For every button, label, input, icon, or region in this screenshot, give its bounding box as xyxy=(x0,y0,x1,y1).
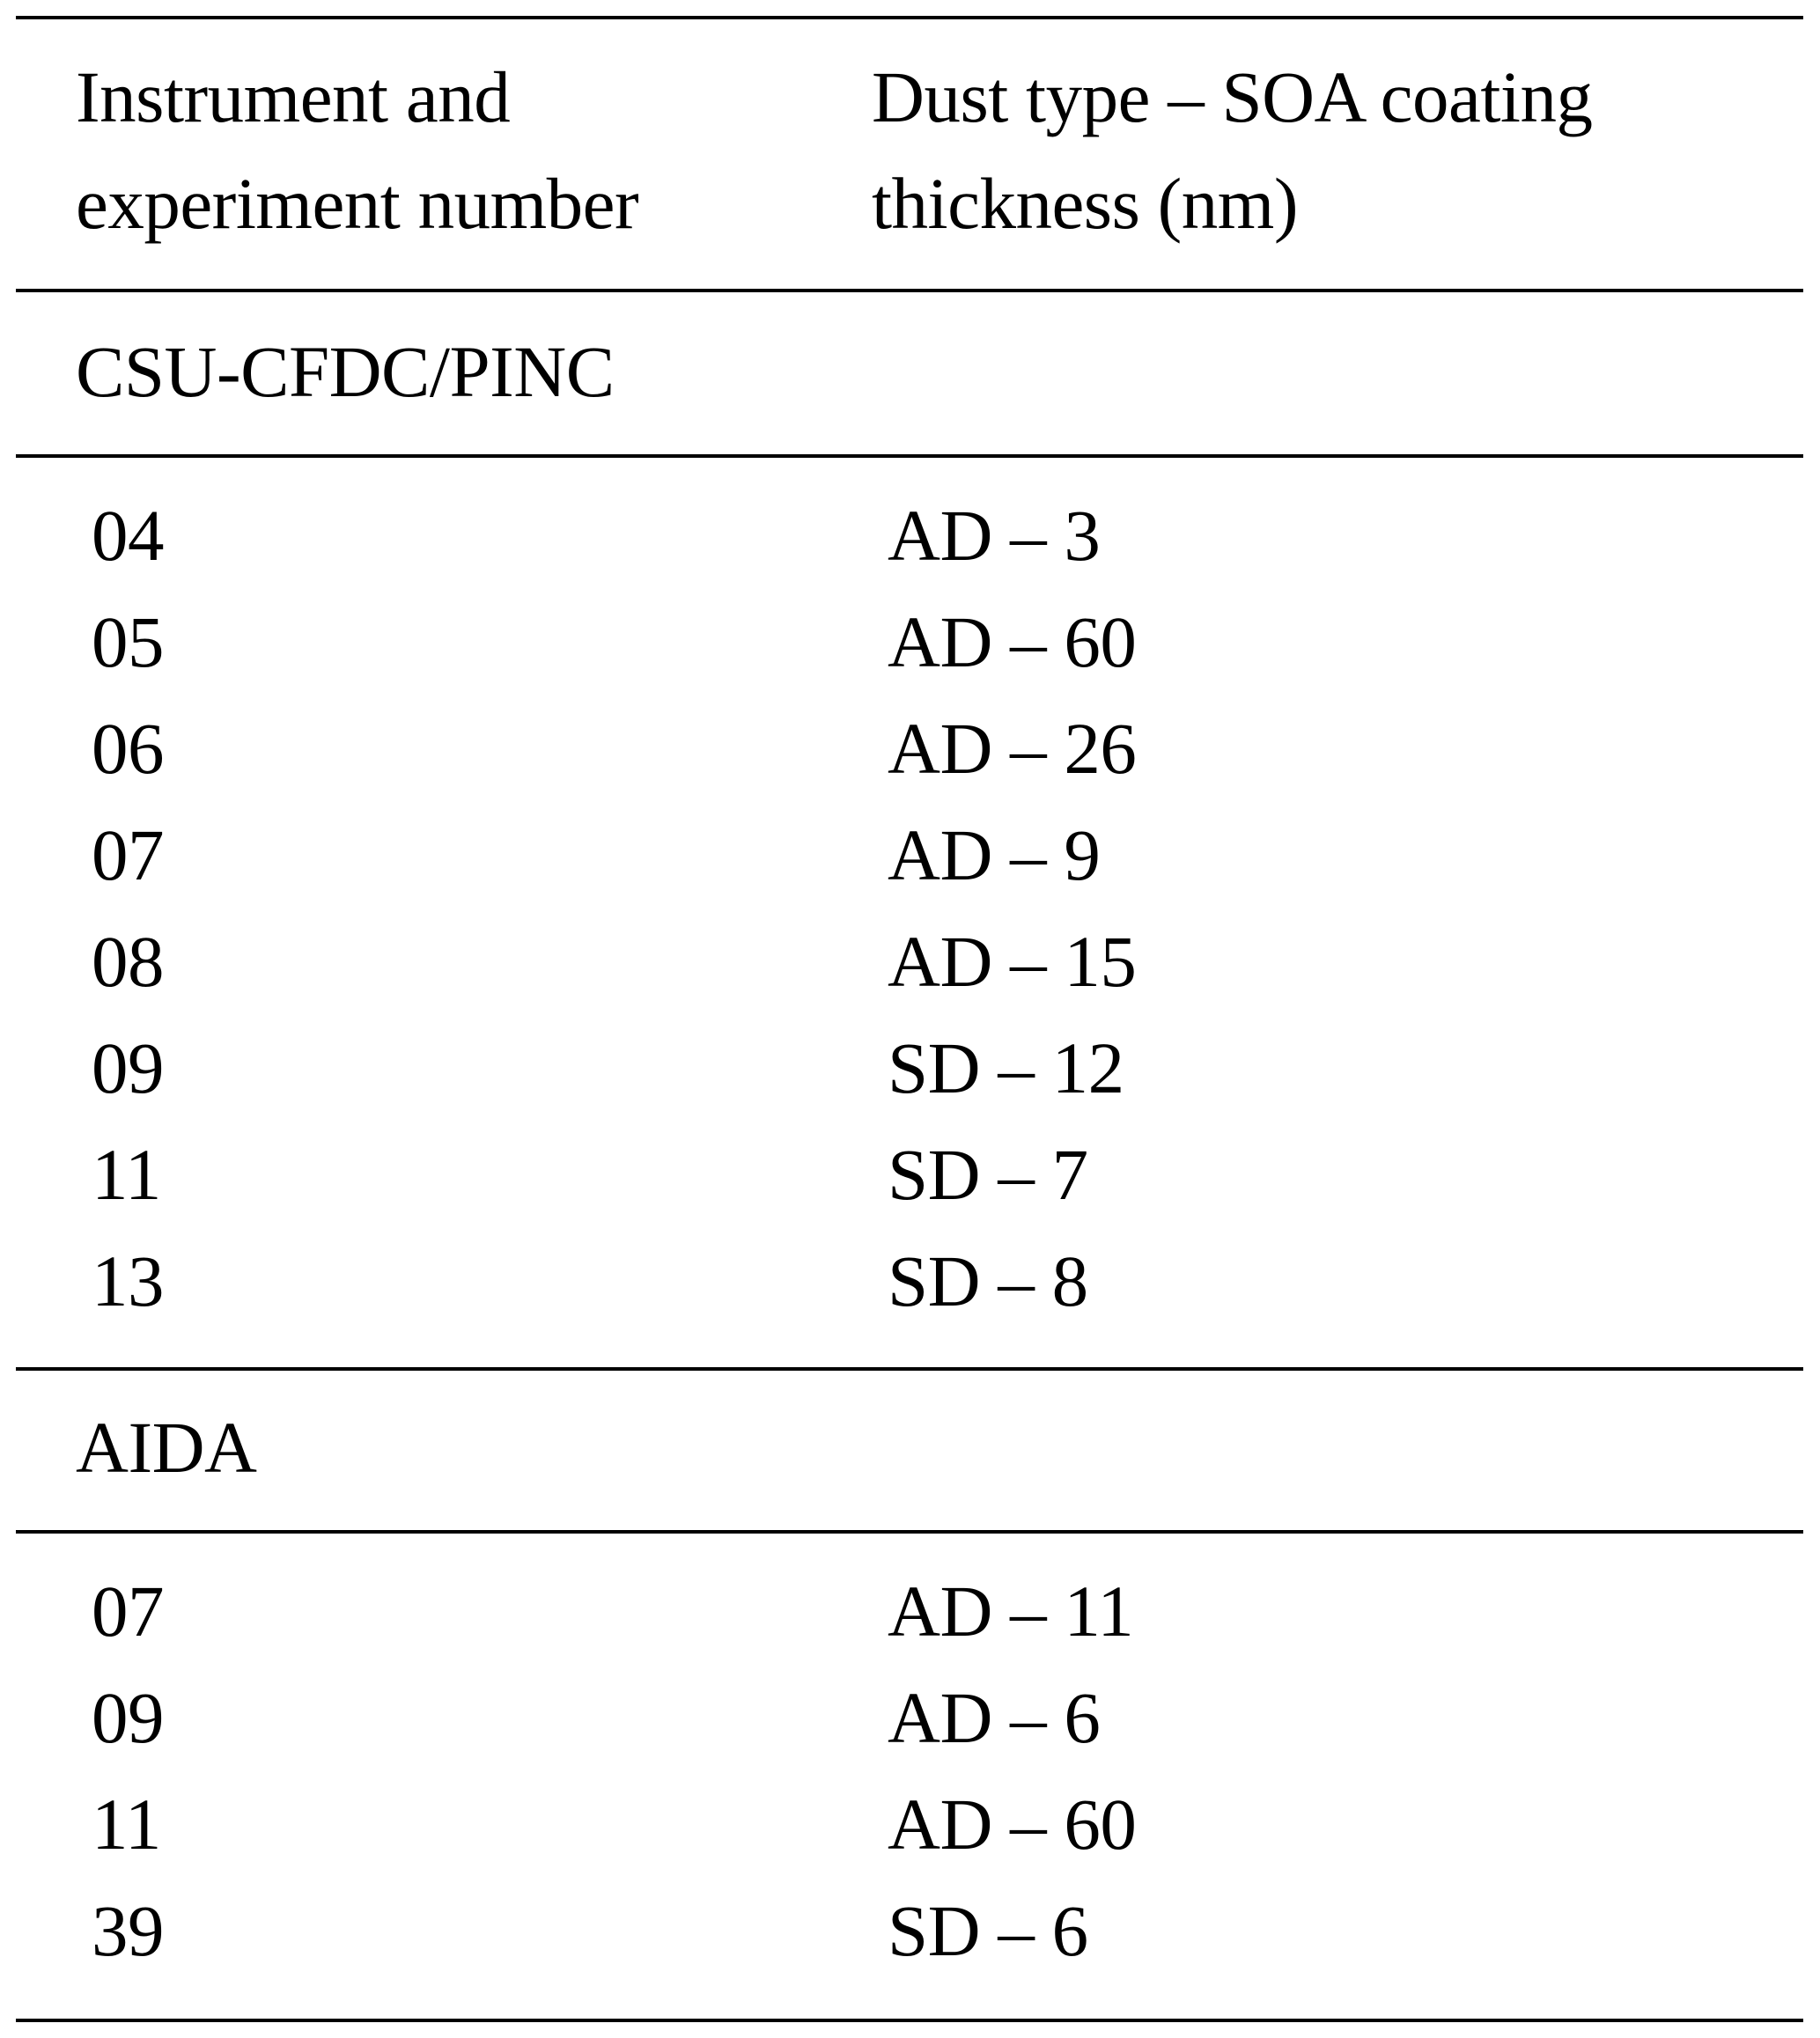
coating-thickness: AD – 9 xyxy=(888,814,1101,895)
experiment-number: 07 xyxy=(92,1571,164,1652)
coating-thickness: SD – 8 xyxy=(888,1240,1088,1321)
experiment-number: 39 xyxy=(92,1890,164,1971)
table-row xyxy=(16,1558,1803,1665)
table-row xyxy=(16,695,1803,802)
table-row xyxy=(16,909,1803,1015)
coating-thickness: AD – 11 xyxy=(888,1571,1134,1652)
coating-thickness: SD – 12 xyxy=(888,1027,1124,1108)
table-row xyxy=(16,1665,1803,1771)
experiment-number: 05 xyxy=(92,601,164,682)
experiment-number: 06 xyxy=(92,708,164,789)
coating-thickness: AD – 3 xyxy=(888,495,1101,576)
table-row xyxy=(16,1015,1803,1122)
section-title-aida: AIDA xyxy=(76,1407,257,1488)
coating-thickness: AD – 26 xyxy=(888,708,1137,789)
coating-thickness: SD – 6 xyxy=(888,1890,1088,1971)
coating-thickness: SD – 7 xyxy=(888,1134,1088,1215)
experiment-number: 09 xyxy=(92,1027,164,1108)
coating-thickness: AD – 60 xyxy=(888,601,1137,682)
section-2-rule xyxy=(16,1530,1803,1534)
coating-thickness: AD – 15 xyxy=(888,921,1137,1002)
experiment-number: 09 xyxy=(92,1677,164,1758)
coating-thickness: AD – 60 xyxy=(888,1784,1137,1865)
experiment-number: 11 xyxy=(92,1784,161,1865)
table-row xyxy=(16,589,1803,695)
table-row xyxy=(16,1878,1803,1984)
section-1-rule xyxy=(16,454,1803,458)
experiment-number: 13 xyxy=(92,1240,164,1321)
experiment-number: 07 xyxy=(92,814,164,895)
header-rule xyxy=(16,289,1803,292)
experiment-number: 04 xyxy=(92,495,164,576)
table-row xyxy=(16,1771,1803,1878)
header-col2-line2: thickness (nm) xyxy=(872,163,1298,244)
header-col1-line1: Instrument and xyxy=(76,56,511,137)
header-col2-line1: Dust type – SOA coating xyxy=(872,56,1593,137)
section-title-csu-cfdc-pinc: CSU-CFDC/PINC xyxy=(76,331,615,412)
table-row xyxy=(16,1228,1803,1335)
coating-thickness: AD – 6 xyxy=(888,1677,1101,1758)
header-col1-line2: experiment number xyxy=(76,163,639,244)
table-row xyxy=(16,802,1803,909)
section-2-top-rule xyxy=(16,1367,1803,1371)
table-row xyxy=(16,1122,1803,1228)
table-row xyxy=(16,482,1803,589)
experiment-number: 11 xyxy=(92,1134,161,1215)
experiment-number: 08 xyxy=(92,921,164,1002)
table-top-rule xyxy=(16,16,1803,19)
table-bottom-rule xyxy=(16,2019,1803,2022)
